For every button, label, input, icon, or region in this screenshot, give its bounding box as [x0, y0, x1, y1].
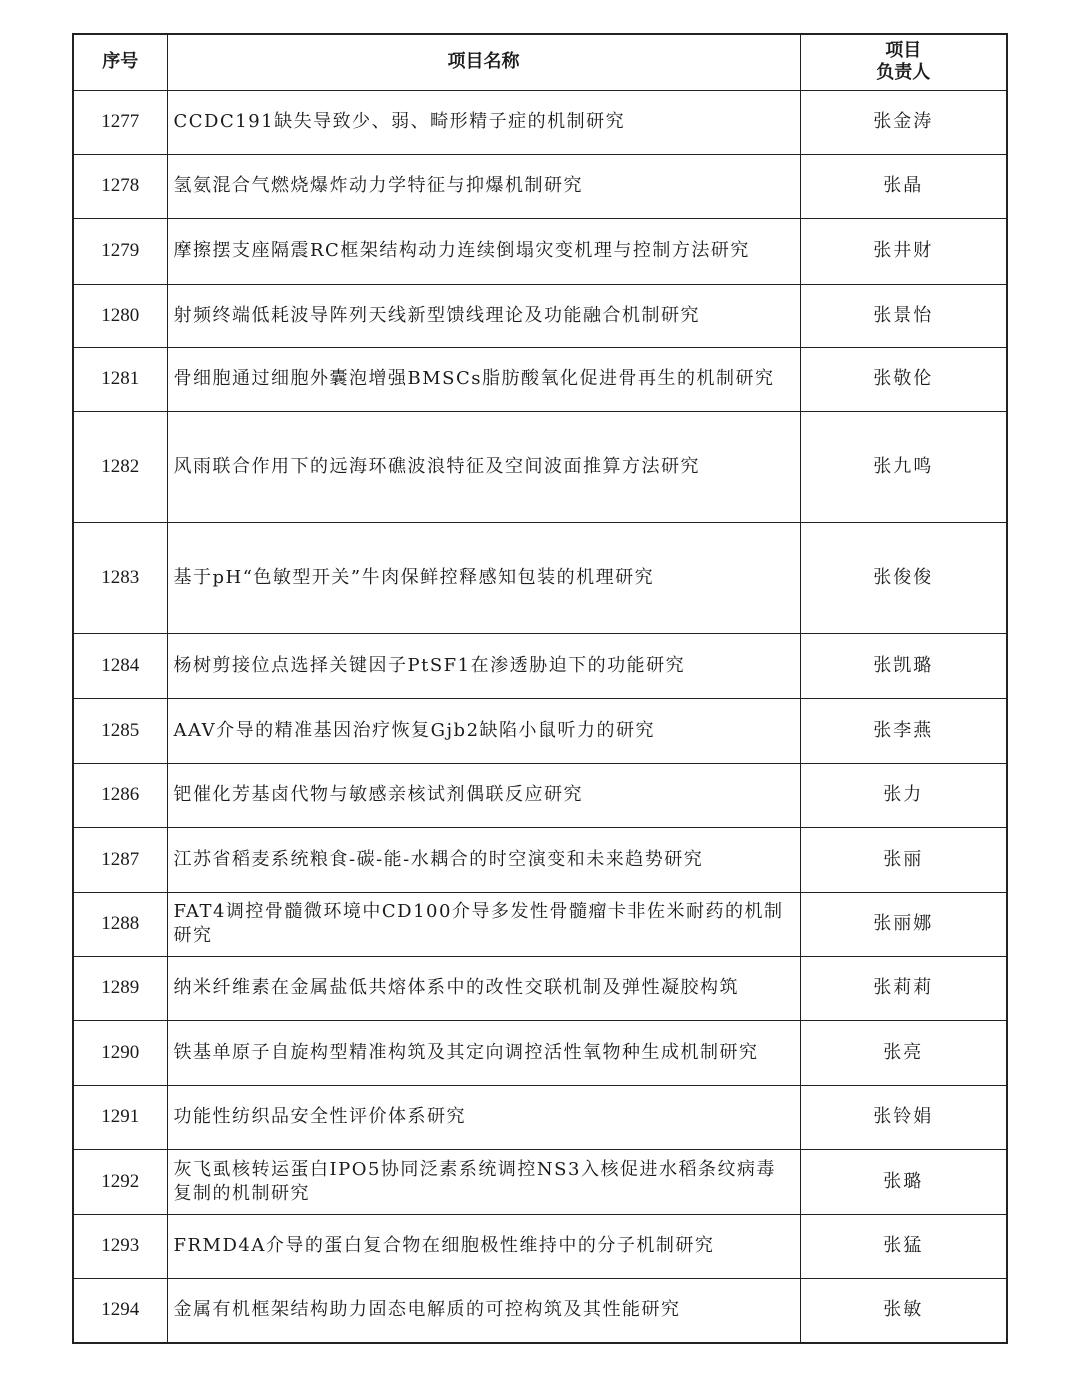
row-seq: 1277 — [73, 90, 167, 154]
table-row — [73, 827, 1007, 892]
row-seq: 1278 — [73, 154, 167, 218]
table-row — [73, 411, 1007, 522]
row-leader: 张敬伦 — [800, 347, 1007, 411]
row-seq: 1281 — [73, 347, 167, 411]
row-seq: 1284 — [73, 633, 167, 698]
row-leader: 张凯璐 — [800, 633, 1007, 698]
row-leader: 张井财 — [800, 218, 1007, 284]
table-body — [73, 90, 1007, 1343]
row-project-name: 功能性纺织品安全性评价体系研究 — [167, 1085, 800, 1149]
row-seq: 1293 — [73, 1214, 167, 1278]
row-seq: 1291 — [73, 1085, 167, 1149]
row-project-name: CCDC191缺失导致少、弱、畸形精子症的机制研究 — [167, 90, 800, 154]
row-seq: 1279 — [73, 218, 167, 284]
row-seq: 1282 — [73, 411, 167, 522]
project-table — [72, 33, 1008, 1344]
header-row — [73, 34, 1007, 90]
row-leader: 张九鸣 — [800, 411, 1007, 522]
table-row — [73, 154, 1007, 218]
header-leader — [800, 34, 1007, 90]
table-row — [73, 1020, 1007, 1085]
row-seq: 1287 — [73, 827, 167, 892]
row-seq: 1286 — [73, 763, 167, 827]
row-leader: 张莉莉 — [800, 956, 1007, 1020]
table-row — [73, 763, 1007, 827]
row-leader: 张景怡 — [800, 284, 1007, 347]
header-leader-label: 项目 负责人 — [876, 40, 931, 84]
row-leader: 张猛 — [800, 1214, 1007, 1278]
row-leader: 张璐 — [800, 1149, 1007, 1214]
table-row — [73, 1149, 1007, 1214]
row-project-name: FRMD4A介导的蛋白复合物在细胞极性维持中的分子机制研究 — [167, 1214, 800, 1278]
row-project-name: 氢氨混合气燃烧爆炸动力学特征与抑爆机制研究 — [167, 154, 800, 218]
table-row — [73, 1214, 1007, 1278]
table-row — [73, 1085, 1007, 1149]
row-leader: 张亮 — [800, 1020, 1007, 1085]
row-project-name: FAT4调控骨髓微环境中CD100介导多发性骨髓瘤卡非佐米耐药的机制研究 — [167, 892, 800, 956]
table-row — [73, 956, 1007, 1020]
table-row — [73, 522, 1007, 633]
row-leader: 张铃娟 — [800, 1085, 1007, 1149]
row-seq: 1283 — [73, 522, 167, 633]
row-project-name: 风雨联合作用下的远海环礁波浪特征及空间波面推算方法研究 — [167, 411, 800, 522]
row-project-name: 江苏省稻麦系统粮食-碳-能-水耦合的时空演变和未来趋势研究 — [167, 827, 800, 892]
row-seq: 1288 — [73, 892, 167, 956]
header-seq: 序号 — [73, 34, 167, 90]
row-project-name: 射频终端低耗波导阵列天线新型馈线理论及功能融合机制研究 — [167, 284, 800, 347]
row-leader: 张力 — [800, 763, 1007, 827]
table-row — [73, 90, 1007, 154]
row-leader: 张丽 — [800, 827, 1007, 892]
row-project-name: 基于pH“色敏型开关”牛肉保鲜控释感知包装的机理研究 — [167, 522, 800, 633]
table-row — [73, 892, 1007, 956]
table-row — [73, 218, 1007, 284]
row-project-name: 骨细胞通过细胞外囊泡增强BMSCs脂肪酸氧化促进骨再生的机制研究 — [167, 347, 800, 411]
row-project-name: 杨树剪接位点选择关键因子PtSF1在渗透胁迫下的功能研究 — [167, 633, 800, 698]
row-leader: 张敏 — [800, 1278, 1007, 1343]
row-seq: 1292 — [73, 1149, 167, 1214]
row-project-name: 金属有机框架结构助力固态电解质的可控构筑及其性能研究 — [167, 1278, 800, 1343]
row-seq: 1289 — [73, 956, 167, 1020]
row-project-name: 钯催化芳基卤代物与敏感亲核试剂偶联反应研究 — [167, 763, 800, 827]
row-project-name: AAV介导的精准基因治疗恢复Gjb2缺陷小鼠听力的研究 — [167, 698, 800, 763]
row-leader: 张丽娜 — [800, 892, 1007, 956]
row-project-name: 纳米纤维素在金属盐低共熔体系中的改性交联机制及弹性凝胶构筑 — [167, 956, 800, 1020]
row-leader: 张俊俊 — [800, 522, 1007, 633]
row-project-name: 摩擦摆支座隔震RC框架结构动力连续倒塌灾变机理与控制方法研究 — [167, 218, 800, 284]
row-project-name: 铁基单原子自旋构型精准构筑及其定向调控活性氧物种生成机制研究 — [167, 1020, 800, 1085]
table-row — [73, 633, 1007, 698]
row-project-name: 灰飞虱核转运蛋白IPO5协同泛素系统调控NS3入核促进水稻条纹病毒复制的机制研究 — [167, 1149, 800, 1214]
row-seq: 1294 — [73, 1278, 167, 1343]
row-leader: 张金涛 — [800, 90, 1007, 154]
table-row — [73, 284, 1007, 347]
row-leader: 张晶 — [800, 154, 1007, 218]
header-project-name: 项目名称 — [167, 34, 800, 90]
table-row — [73, 698, 1007, 763]
table-header — [73, 34, 1007, 90]
row-seq: 1290 — [73, 1020, 167, 1085]
row-leader: 张李燕 — [800, 698, 1007, 763]
row-seq: 1280 — [73, 284, 167, 347]
table-row — [73, 347, 1007, 411]
table-row — [73, 1278, 1007, 1343]
row-seq: 1285 — [73, 698, 167, 763]
